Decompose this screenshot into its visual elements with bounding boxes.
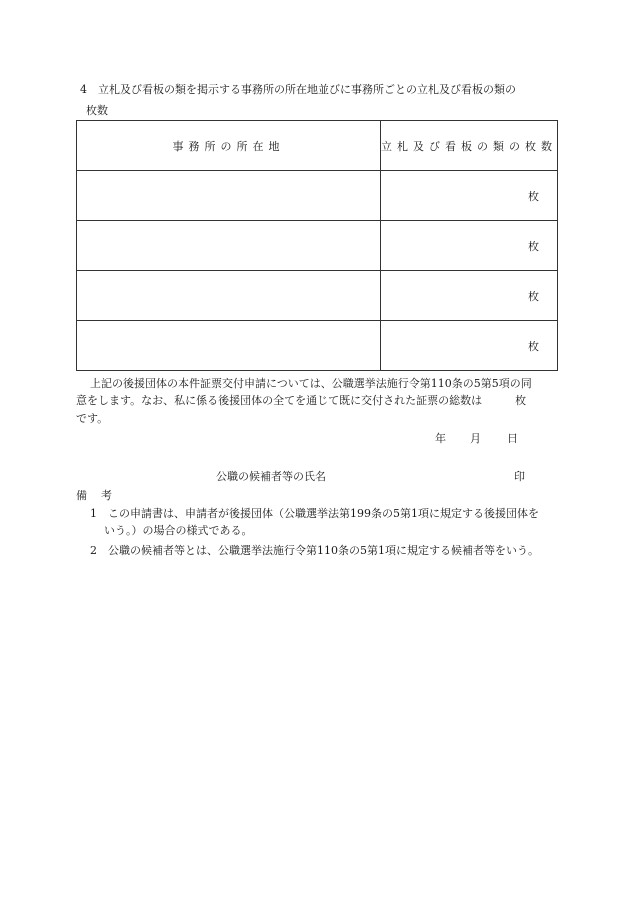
column-header-location: 事務所の所在地 (77, 121, 381, 171)
count-cell[interactable]: 枚 (381, 271, 558, 321)
date-month-label: 月 (470, 432, 481, 445)
location-cell[interactable] (77, 221, 381, 271)
table-row (77, 321, 558, 371)
date-year-label: 年 (435, 432, 446, 445)
candidate-name-label: 公職の候補者等の氏名 (216, 470, 326, 483)
column-header-count: 立札及び看板の類の枚数 (381, 121, 558, 171)
note-item-1-continuation: いう。）の場合の様式である。 (104, 524, 253, 537)
consent-statement-line3: です。 (76, 412, 109, 425)
section-title: 4 立札及び看板の類を掲示する事務所の所在地並びに事務所ごとの立札及び看板の類の (80, 83, 516, 96)
location-cell[interactable] (77, 321, 381, 371)
seal-mark: 印 (514, 470, 525, 483)
count-cell[interactable]: 枚 (381, 321, 558, 371)
consent-statement-line2: 意をします。なお、私に係る後援団体の全てを通じて既に交付された証票の総数は 枚 (76, 394, 527, 407)
note-item-2: 2 公職の候補者等とは、公職選挙法施行令第110条の5第1項に規定する候補者等をいう。 (90, 544, 539, 557)
table-header-row (77, 121, 558, 171)
location-cell[interactable] (77, 171, 381, 221)
count-cell[interactable]: 枚 (381, 221, 558, 271)
note-item-1: 1 この申請書は、申請者が後援団体（公職選挙法第199条の5第1項に規定する後援団体を (90, 507, 539, 520)
location-cell[interactable] (77, 271, 381, 321)
table-row (77, 171, 558, 221)
section-title-continuation: 枚数 (86, 104, 108, 117)
count-cell[interactable]: 枚 (381, 171, 558, 221)
table-row (77, 221, 558, 271)
office-signboard-table (76, 120, 558, 371)
consent-statement-line1: 上記の後援団体の本件証票交付申請については、公職選挙法施行令第110条の5第5項の同 (90, 377, 532, 390)
date-day-label: 日 (507, 432, 518, 445)
table-row (77, 271, 558, 321)
notes-heading: 備考 (76, 489, 126, 502)
